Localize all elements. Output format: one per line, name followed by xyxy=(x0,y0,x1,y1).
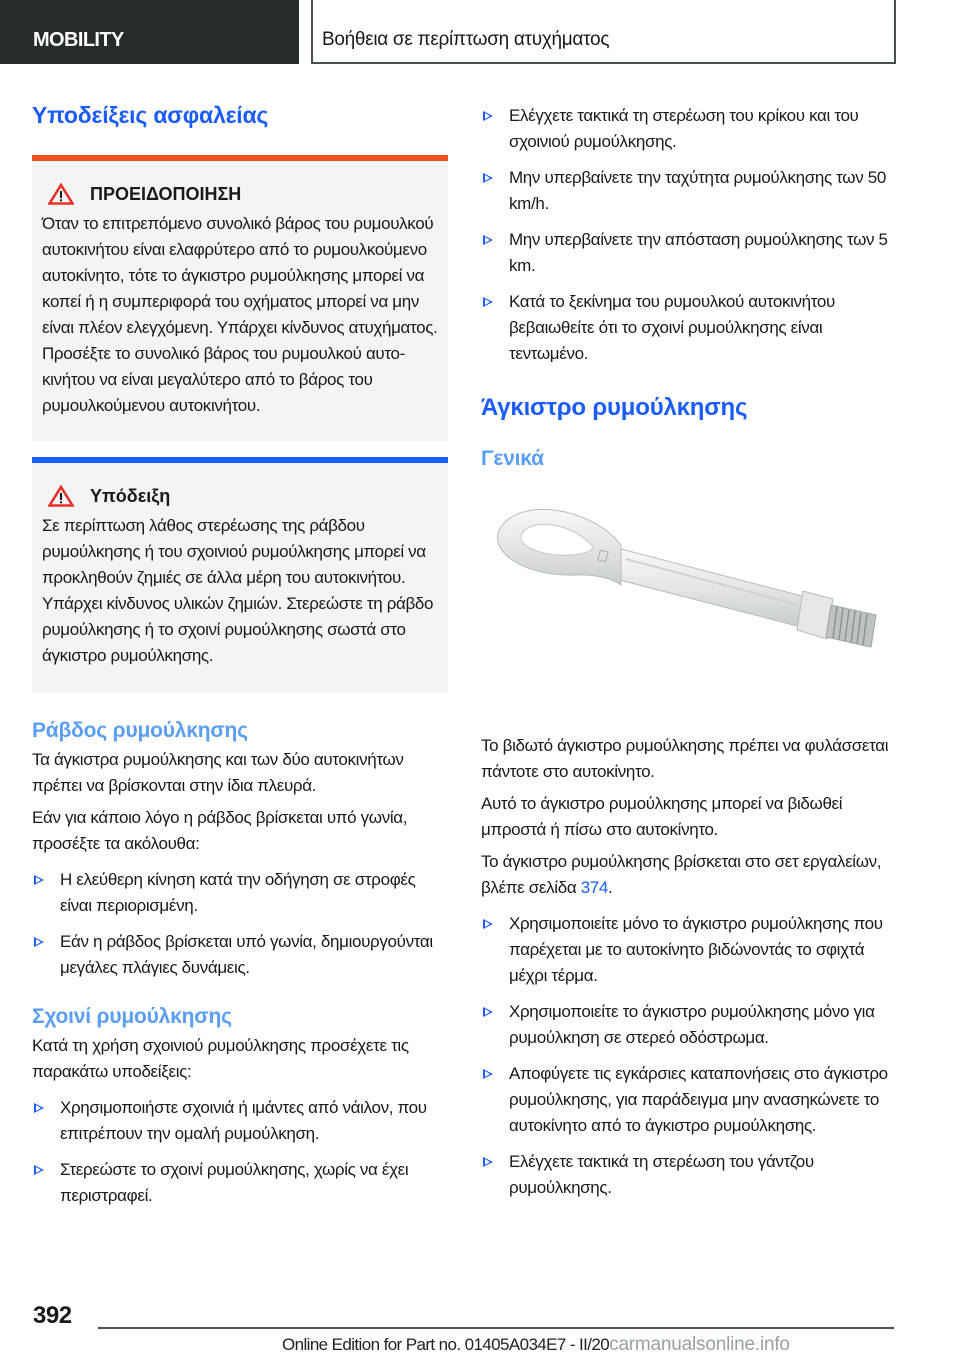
list-item: Ελέγχετε τακτικά τη στερέωση του κρίκου και του σχοινιού ρυμούλκησης. xyxy=(481,103,897,155)
tow-rope-paragraph: Κατά τη χρήση σχοινιού ρυμούλκησης προσέχετε τις παρακάτω υποδείξεις: xyxy=(32,1036,409,1081)
tow-rope-list-continued xyxy=(481,103,897,367)
safety-heading: Υποδείξεις ασφαλείας xyxy=(32,102,269,128)
tow-hook-list xyxy=(481,911,897,1201)
right-column xyxy=(481,103,897,1201)
bullet-arrow-icon xyxy=(483,235,493,245)
header-section-tab xyxy=(0,0,299,64)
tow-hook-heading: Άγκιστρο ρυμούλκησης xyxy=(481,394,748,421)
notice-title: Υπόδειξη xyxy=(90,485,171,506)
bullet-arrow-icon xyxy=(483,111,493,121)
bullet-arrow-icon xyxy=(483,1157,493,1167)
tow-hook-illustration xyxy=(481,487,897,727)
warning-triangle-icon xyxy=(48,183,74,205)
warning-header xyxy=(42,181,438,207)
page-number: 392 xyxy=(33,1302,72,1329)
page-reference-link[interactable]: 374 xyxy=(580,878,609,897)
chapter-title: Βοήθεια σε περίπτωση ατυχήματος xyxy=(322,29,610,50)
tow-hook-paragraph: Αυτό το άγκιστρο ρυμούλκησης μπορεί να βιδωθεί μπροστά ή πίσω στο αυτοκίνητο. xyxy=(481,794,843,839)
list-item: Ελέγχετε τακτικά τη στερέωση του γάντζου ρυμούλκησης. xyxy=(481,1149,897,1201)
header-chapter-box xyxy=(311,0,896,64)
warning-title: ΠΡΟΕΙΔΟΠΟΙΗΣΗ xyxy=(90,183,242,204)
thread-icon xyxy=(826,605,876,647)
list-item: Χρησιμοποιείτε το άγκιστρο ρυμούλκησης μόνο για ρυμούλκηση σε στερεό οδόστρωμα. xyxy=(481,999,897,1051)
tow-rope-heading: Σχοινί ρυμούλκησης xyxy=(32,1005,232,1028)
tow-hook-image xyxy=(481,487,897,727)
tow-bar-list xyxy=(32,867,448,981)
bullet-arrow-icon xyxy=(483,919,493,929)
list-item: Η ελεύθερη κίνηση κατά την οδήγηση σε στροφές είναι περιορισμένη. xyxy=(32,867,448,919)
list-item: Χρησιμοποιείτε μόνο το άγκιστρο ρυμούλκησης που παρέχεται με το αυτοκίνητο βιδώνοντάς το σφιχτά μέχρι τέρμα. xyxy=(481,911,897,989)
list-item: Στερεώστε το σχοινί ρυμούλκησης, χωρίς να έχει περιστραφεί. xyxy=(32,1157,448,1209)
bullet-arrow-icon xyxy=(34,875,44,885)
list-item: Εάν η ράβδος βρίσκεται υπό γωνία, δημιουργούνται μεγάλες πλάγιες δυνάμεις. xyxy=(32,929,448,981)
tow-bar-heading: Ράβδος ρυμούλκησης xyxy=(32,719,248,742)
tow-bar-paragraph: Τα άγκιστρα ρυμούλκησης και των δύο αυτοκινήτων πρέπει να βρίσκονται στην ίδια πλευρά. xyxy=(32,750,404,795)
bullet-arrow-icon xyxy=(483,1007,493,1017)
list-item: Αποφύγετε τις εγκάρσιες καταπονήσεις στο άγκιστρο ρυμούλκησης, για παράδειγμα μην ανασηκώνετε το αυτοκίνητο από το άγκιστρο ρυμούλκησης. xyxy=(481,1061,897,1139)
list-item: Μην υπερβαίνετε την απόσταση ρυμούλκησης των 5 km. xyxy=(481,227,897,279)
warning-triangle-icon xyxy=(48,485,74,507)
warning-box xyxy=(32,155,448,441)
bullet-arrow-icon xyxy=(34,1165,44,1175)
left-column xyxy=(32,90,448,1209)
list-item: Χρησιμοποιήστε σχοινιά ή ιμάντες από νάιλον, που επιτρέπουν την ομαλή ρυμούλκηση. xyxy=(32,1095,448,1147)
bullet-arrow-icon xyxy=(483,1069,493,1079)
notice-text: Σε περίπτωση λάθος στερέωσης της ράβδου ρυμούλκησης ή του σχοινιού ρυμούλκησης μπορεί να προκληθούν ζημιές σε άλλα μέρη του αυτοκινήτου. Υπάρχει κίνδυνος υλικών ζημιών. Στερεώστε τη ράβδο ρυμούλκησης ή το σχοινί ρυμούλκησης σωστά στο άγκιστρο ρυμούλκησης. xyxy=(42,516,434,665)
bullet-arrow-icon xyxy=(483,297,493,307)
tow-rope-list xyxy=(32,1095,448,1209)
footer-edition: Online Edition for Part no. 01405A034E7 - II/20carmanualsonline.info xyxy=(282,1334,790,1355)
notice-header xyxy=(42,483,438,509)
tow-bar-paragraph: Εάν για κάποιο λόγο η ράβδος βρίσκεται υπό γωνία, προσέξτε τα ακόλουθα: xyxy=(32,808,408,853)
footer-divider xyxy=(98,1327,894,1329)
watermark: carmanualsonline.info xyxy=(609,1334,790,1355)
section-label: MOBILITY xyxy=(33,29,124,51)
tow-hook-reference: Το άγκιστρο ρυμούλκησης βρίσκεται στο σετ εργαλείων, βλέπε σελίδα 374. xyxy=(481,852,882,897)
list-item: Κατά το ξεκίνημα του ρυμουλκού αυτοκινήτου βεβαιωθείτε ότι το σχοινί ρυμούλκησης είναι τεντωμένο. xyxy=(481,289,897,367)
list-item: Μην υπερβαίνετε την ταχύτητα ρυμούλκησης των 50 km/h. xyxy=(481,165,897,217)
tow-hook-paragraph: Το βιδωτό άγκιστρο ρυμούλκησης πρέπει να φυλάσσεται πάντοτε στο αυτοκίνητο. xyxy=(481,736,889,781)
general-heading: Γενικά xyxy=(481,447,544,470)
notice-box xyxy=(32,457,448,693)
bullet-arrow-icon xyxy=(34,937,44,947)
warning-text: Όταν το επιτρεπόμενο συνολικό βάρος του ρυμουλκού αυτοκινήτου είναι ελαφρύτερο από το ρυμουλκούμενο αυτοκίνητο, τότε το άγκιστρο ρυμούλκησης μπορεί να κοπεί ή η συμπεριφορά του οχήματος μπορεί να μην είναι πλέον ελεγχόμενη. Υπάρχει κίνδυνος ατυχήματος. Προσέξτε το συνολικό βάρος του ρυμουλκού αυτοκινήτου να είναι μεγαλύτερο από το βάρος του ρυμουλκούμενου αυτοκινήτου. xyxy=(42,214,438,415)
bullet-arrow-icon xyxy=(34,1103,44,1113)
bullet-arrow-icon xyxy=(483,173,493,183)
